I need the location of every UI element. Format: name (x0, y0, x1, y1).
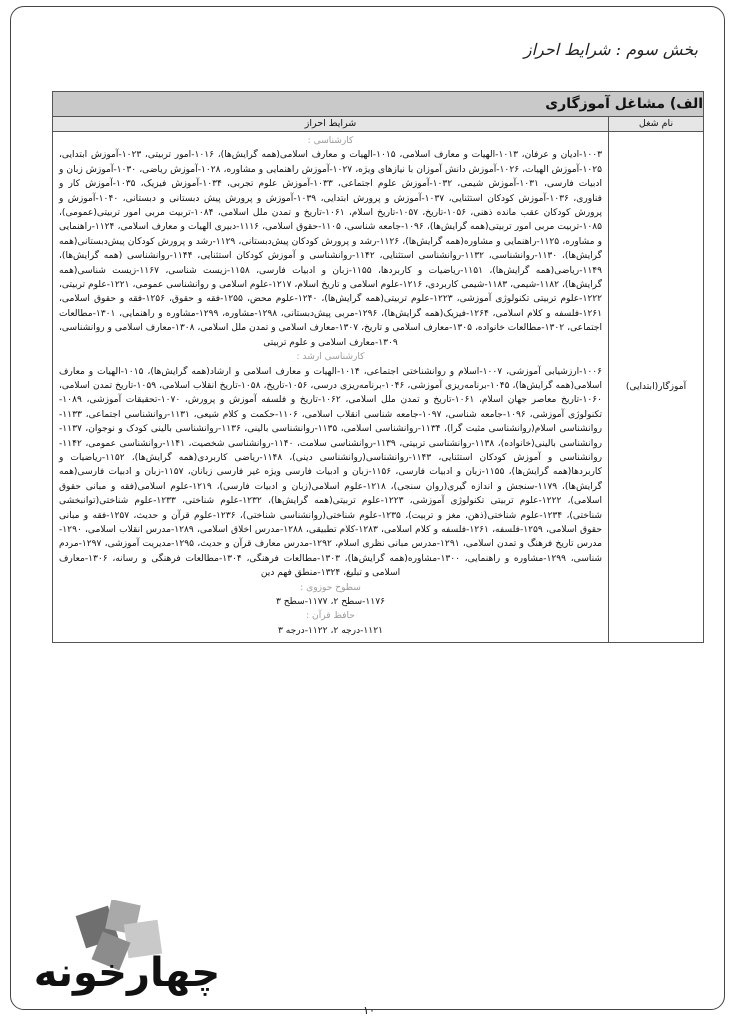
section-heading: بخش سوم : شرایط احراز (523, 40, 698, 59)
logo-wordmark: چهارخونه (33, 950, 221, 996)
conditions-cell (53, 132, 609, 643)
field-list-master: ۱۰۰۶-ارزشیابی آموزشی، ۱۰۰۷-اسلام و روانشناختی اجتماعی، ۱۰۱۴-الهیات و معارف اسلامی و ارشاد(همه گرایش‌ها)، ۱۰۱۵-الهیات و معارف اسلامی(همه گرایش‌ها)، ۱۰۴۵-برنامه‌ریزی آموزشی، ۱۰۴۶-برنامه‌ریزی درسی، ۱۰۵۶-تاریخ، ۱۰۵۸-تاریخ انقلاب اسلامی، ۱۰۵۹-تاریخ تمدن اسلامی، ۱۰۶۰-تاریخ معاصر جهان اسلام، ۱۰۶۱-تاریخ و تمدن ملل اسلامی، ۱۰۶۲-تاریخ و فلسفه آموزش و پرورش، ۱۰۷۰-تحقیقات آموزشی، ۱۰۸۹-تکنولوژی آموزشی، ۱۰۹۶-جامعه شناسی، ۱۰۹۷-جامعه شناسی انقلاب اسلامی، ۱۱۰۶-حکمت و کلام شیعی، ۱۱۳۱-روانشناسی اجتماعی، ۱۱۳۳-روانشناسی اسلام(روانشناسی مثبت گرا)، ۱۱۳۴-روانشناسی اسلامی، ۱۱۳۵-روانشناسی بالینی، ۱۱۳۶-روانشناسی بالینی کودک و نوجوان، ۱۱۳۷-روانشناسی بالینی(خانواده)، ۱۱۳۸-روانشناسی تربیتی، ۱۱۳۹-روانشناسی سلامت، ۱۱۴۰-روانشناسی شخصیت، ۱۱۴۱-روانشناسی عمومی، ۱۱۴۲-روانشناسی و آموزش کودکان استثنایی، ۱۱۴۳-روانشناسی(روانشناسی دینی)، ۱۱۴۸-ریاضی کاربردی(همه گرایش‌ها)، ۱۱۵۲-ریاضیات و کاربردها(همه گرایش‌ها)، ۱۱۵۵-زبان و ادبیات فارسی، ۱۱۵۶-زبان و ادبیات فارسی ویژه غیر فارسی زبانان، ۱۱۵۷-زبان و ادبیات فارسی(همه گرایش‌ها)، ۱۱۷۹-سنجش و اندازه گیری(روان سنجی)، ۱۲۱۸-علوم اسلامی(زبان و ادبیات فارسی)، ۱۲۱۹-علوم اسلامی(فقه و مبانی حقوق اسلامی)، ۱۲۲۲-علوم تربیتی تکنولوژی آموزشی، ۱۲۲۳-علوم تربیتی(همه گرایش‌ها)، ۱۲۳۲-علوم شناختی، ۱۲۳۳-علوم شناختی(توانبخشی شناختی)، ۱۲۳۴-علوم شناختی(ذهن، مغز و تربیت)، ۱۲۳۵-علوم شناختی(روانشناسی شناختی)، ۱۲۳۶-علوم قرآن و حدیث، ۱۲۵۷-فقه و مبانی حقوق اسلامی، ۱۲۵۹-فلسفه، ۱۲۶۱-فلسفه و کلام اسلامی، ۱۲۸۳-کلام تطبیقی، ۱۲۸۸-مدرس اخلاق اسلامی، ۱۲۸۹-مدرس انقلاب اسلامی، ۱۲۹۰-مدرس تاریخ فرهنگ و تمدن اسلامی، ۱۲۹۱-مدرس مبانی نظری اسلام، ۱۲۹۲-مدرس معارف قرآن و حدیث، ۱۲۹۵-مدیریت آموزشی، ۱۲۹۷-مردم شناسی، ۱۲۹۹-مشاوره و راهنمایی، ۱۳۰۰-مشاوره(همه گرایش‌ها)، ۱۳۰۳-مطالعات فرهنگی، ۱۳۰۴-مطالعات فرهنگی و رسانه، ۱۳۰۶-معارف اسلامی و تبلیغ، ۱۳۲۴-منطق فهم دین (59, 366, 603, 579)
table-title-row (53, 92, 704, 117)
category-heading-bachelor: کارشناسی : (307, 136, 354, 146)
field-list-bachelor: ۱۰۰۳-ادیان و عرفان، ۱۰۱۳-الهیات و معارف اسلامی، ۱۰۱۵-الهیات و معارف اسلامی(همه گرایش‌ها)، ۱۰۱۶-امور تربیتی، ۱۰۲۳-آموزش ابتدایی، ۱۰۲۵-آموزش الهیات، ۱۰۲۶-آموزش دانش آموزان با نیازهای ویژه، ۱۰۲۷-آموزش راهنمایی و مشاوره، ۱۰۲۸-آموزش ریاضی، ۱۰۳۰-آموزش زبان و ادبیات فارسی، ۱۰۳۱-آموزش شیمی، ۱۰۳۲-آموزش علوم اجتماعی، ۱۰۳۳-آموزش علوم تجربی، ۱۰۳۴-آموزش فیزیک، ۱۰۳۵-آموزش کار و فناوری، ۱۰۳۶-آموزش کودکان استثنایی، ۱۰۳۷-آموزش و پرورش ابتدایی، ۱۰۳۹-آموزش و پرورش پیش دبستانی و دبستانی، ۱۰۴۰-آموزش و پرورش کودکان عقب مانده ذهنی، ۱۰۵۶-تاریخ، ۱۰۵۷-تاریخ اسلام، ۱۰۶۱-تاریخ و تمدن ملل اسلامی، ۱۰۸۴-تربیت مربی امور تربیتی(عمومی)، ۱۰۸۵-تربیت مربی امور تربیتی(همه گرایش‌ها)، ۱۰۹۶-جامعه شناسی، ۱۱۰۵-حقوق اسلامی، ۱۱۱۶-دبیری الهیات و معارف اسلامی، ۱۱۲۴-راهنمایی و مشاوره، ۱۱۲۵-راهنمایی و مشاوره(همه گرایش‌ها)، ۱۱۲۶-رشد و پرورش کودکان پیش‌دبستانی، ۱۱۲۹-رشد و پرورش کودکان پیش‌دبستانی(همه گرایش‌ها)، ۱۱۳۰-روانشناسی، ۱۱۳۲-روانشناسی استثنایی، ۱۱۴۲-روانشناسی و آموزش کودکان استثنایی، ۱۱۴۴-روانشناسی (همه گرایش‌ها)، ۱۱۴۹-ریاضی(همه گرایش‌ها)، ۱۱۵۱-ریاضیات و کاربردها، ۱۱۵۵-زبان و ادبیات فارسی، ۱۱۵۸-زیست شناسی، ۱۱۶۷-زیست شناسی(همه گرایش‌ها)، ۱۱۸۲-شیمی، ۱۱۸۳-شیمی کاربردی، ۱۲۱۶-علوم اسلامی و تاریخ اسلام، ۱۲۱۷-علوم اسلامی و روانشناسی عمومی، ۱۲۲۱-علوم تربیتی، ۱۲۲۲-علوم تربیتی تکنولوژی آموزشی، ۱۲۲۳-علوم تربیتی(همه گرایش‌ها)، ۱۲۴۰-علوم محض، ۱۲۵۵-فقه و حقوق، ۱۲۵۶-فقه و حقوق اسلامی، ۱۲۶۱-فلسفه و کلام اسلامی، ۱۲۶۴-فیزیک(همه گرایش‌ها)، ۱۲۹۶-مربی پیش‌دبستانی، ۱۲۹۸-مشاوره، ۱۲۹۹-مشاوره و راهنمایی، ۱۳۰۱-مطالعات اجتماعی، ۱۳۰۲-مطالعات خانواده، ۱۳۰۵-معارف اسلامی و تاریخ، ۱۳۰۷-معارف اسلامی و تمدن ملل اسلامی، ۱۳۰۸-معارف اسلامی و روانشناسی، ۱۳۰۹-معارف اسلامی و علوم تربیتی (59, 150, 603, 348)
jobs-table (52, 91, 704, 643)
table-title: الف) مشاغل آموزگاری (53, 92, 704, 117)
table-row (53, 132, 704, 643)
page-number: ۱۰ (363, 1004, 375, 1017)
column-header-conditions: شرایط احراز (53, 117, 609, 132)
category-heading-seminary: سطوح حوزوی : (300, 582, 361, 593)
table-header-row (53, 117, 704, 132)
job-name: آموزگار(ابتدایی) (625, 381, 687, 392)
job-name-cell (609, 132, 704, 643)
column-header-job: نام شغل (609, 117, 704, 132)
category-heading-master: کارشناسی ارشد : (296, 352, 365, 363)
field-list-seminary: ۱۱۷۶-سطح ۲، ۱۱۷۷-سطح ۳ (276, 597, 385, 607)
brand-logo (22, 900, 232, 1000)
category-heading-quran: حافظ قرآن : (306, 611, 355, 622)
field-list-quran: ۱۱۲۱-درجه ۲، ۱۱۲۲-درجه ۳ (278, 625, 383, 636)
